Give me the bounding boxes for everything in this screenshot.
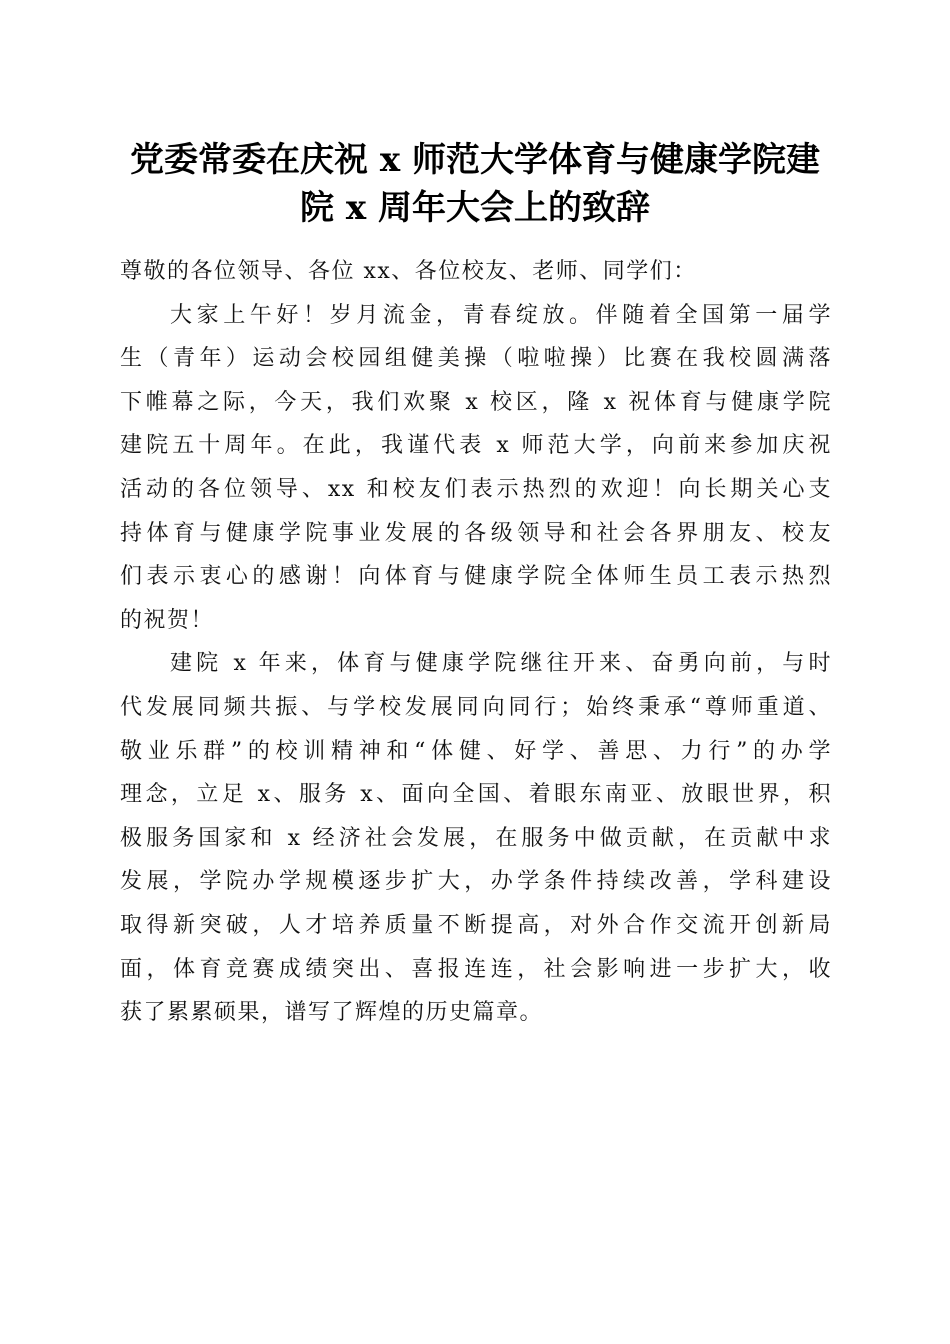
paragraph-2-line: 敬业乐群”的校训精神和“体健、好学、善思、力行”的办学 xyxy=(120,738,832,764)
paragraph-2-line: 极服务国家和 x 经济社会发展，在服务中做贡献，在贡献中求 xyxy=(120,825,832,851)
paragraph-1-line: 大家上午好！岁月流金，青春绽放。伴随着全国第一届学 xyxy=(170,302,832,328)
paragraph-2-line: 发展，学院办学规模逐步扩大，办学条件持续改善，学科建设 xyxy=(120,869,832,895)
paragraph-1-line: 生（青年）运动会校园组健美操（啦啦操）比赛在我校圆满落 xyxy=(120,346,832,372)
salutation: 尊敬的各位领导、各位 xx、各位校友、老师、同学们： xyxy=(120,259,697,284)
paragraph-2-line: 面，体育竞赛成绩突出、喜报连连，社会影响进一步扩大，收 xyxy=(120,956,832,982)
paragraph-2-line: 取得新突破，人才培养质量不断提高，对外合作交流开创新局 xyxy=(120,912,832,938)
paragraph-1-line: 们表示衷心的感谢！向体育与健康学院全体师生员工表示热烈 xyxy=(120,564,832,590)
paragraph-2-line: 获了累累硕果，谱写了辉煌的历史篇章。 xyxy=(120,1000,544,1026)
paragraph-2-line: 理念，立足 x、服务 x、面向全国、着眼东南亚、放眼世界，积 xyxy=(120,782,832,808)
paragraph-2-line: 建院 x 年来，体育与健康学院继往开来、奋勇向前，与时 xyxy=(170,651,832,677)
paragraph-1-line: 下帷幕之际，今天，我们欢聚 x 校区，隆 x 祝体育与健康学院 xyxy=(120,389,832,415)
paragraph-1-line: 持体育与健康学院事业发展的各级领导和社会各界朋友、校友 xyxy=(120,520,832,546)
paragraph-1-line: 建院五十周年。在此，我谨代表 x 师范大学，向前来参加庆祝 xyxy=(120,433,832,459)
paragraph-1 xyxy=(120,294,832,643)
title-line-1: 党委常委在庆祝 x 师范大学体育与健康学院建 xyxy=(130,140,820,180)
document-body xyxy=(120,250,832,1035)
document-title xyxy=(100,136,850,232)
paragraph-2-line: 代发展同频共振、与学校发展同向同行；始终秉承“尊师重道、 xyxy=(120,694,832,720)
paragraph-1-line: 活动的各位领导、xx 和校友们表示热烈的欢迎！向长期关心支 xyxy=(120,476,832,502)
paragraph-2 xyxy=(120,642,832,1034)
paragraph-1-line: 的祝贺！ xyxy=(120,607,215,633)
title-line-2: 院 x 周年大会上的致辞 xyxy=(300,188,650,228)
